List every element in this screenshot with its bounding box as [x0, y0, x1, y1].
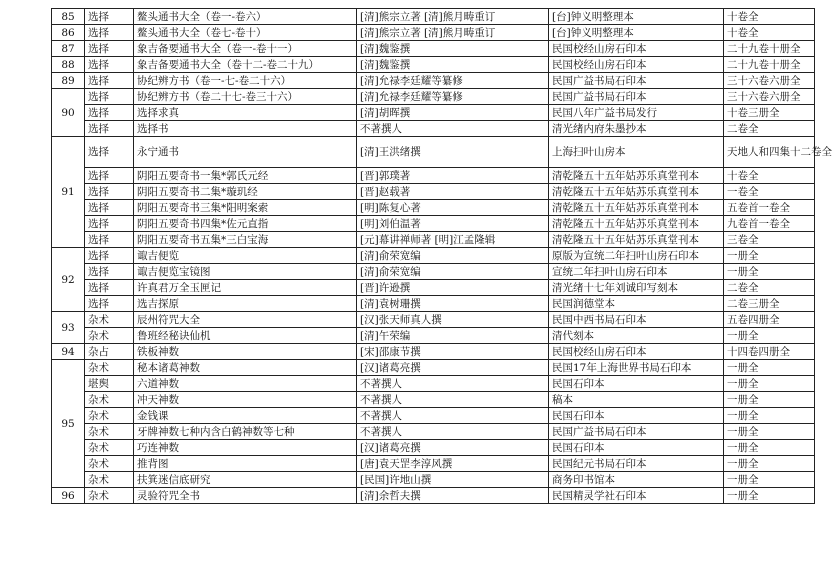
author-cell: [汉]诸葛亮撰 — [357, 360, 549, 376]
table-row — [52, 137, 815, 168]
edition-cell: 清乾隆五十五年姑苏乐真堂刊本 — [549, 216, 724, 232]
category-cell: 选择 — [85, 232, 134, 248]
edition-cell: 民国广益书局石印本 — [549, 89, 724, 105]
title-cell: 冲天神数 — [134, 392, 357, 408]
category-cell: 选择 — [85, 121, 134, 137]
author-cell: [民国]许地山撰 — [357, 472, 549, 488]
edition-cell: 民国中西书局石印本 — [549, 312, 724, 328]
volumes-cell: 五卷首一卷全 — [724, 200, 815, 216]
volumes-cell: 一册全 — [724, 424, 815, 440]
row-number-cell: 86 — [52, 25, 85, 41]
author-cell: 不著撰人 — [357, 376, 549, 392]
edition-cell: 民国石印本 — [549, 440, 724, 456]
category-cell: 选择 — [85, 137, 134, 168]
volumes-cell: 一卷全 — [724, 184, 815, 200]
table-row — [52, 264, 815, 280]
row-number-cell: 94 — [52, 344, 85, 360]
edition-cell: 清代刻本 — [549, 328, 724, 344]
volumes-cell: 十卷全 — [724, 168, 815, 184]
edition-cell: 宣统二年扫叶山房石印本 — [549, 264, 724, 280]
volumes-cell: 二十九卷十册全 — [724, 57, 815, 73]
title-cell: 选择书 — [134, 121, 357, 137]
edition-cell: 清光绪十七年刘诚印写刻本 — [549, 280, 724, 296]
category-cell: 杂术 — [85, 360, 134, 376]
title-cell: 鳌头通书大全（卷七-卷十） — [134, 25, 357, 41]
category-cell: 杂占 — [85, 344, 134, 360]
edition-cell: 民国石印本 — [549, 408, 724, 424]
category-cell: 选择 — [85, 248, 134, 264]
title-cell: 金钱课 — [134, 408, 357, 424]
row-number-cell: 89 — [52, 73, 85, 89]
table-row — [52, 360, 815, 376]
edition-cell: 民国八年广益书局发行 — [549, 105, 724, 121]
table-row — [52, 41, 815, 57]
edition-cell: 民国石印本 — [549, 376, 724, 392]
table-row — [52, 25, 815, 41]
volumes-cell: 五卷四册全 — [724, 312, 815, 328]
edition-cell: 清光绪内府朱墨抄本 — [549, 121, 724, 137]
table-row — [52, 488, 815, 504]
author-cell: [唐]袁天罡李淳风撰 — [357, 456, 549, 472]
edition-cell: 清乾隆五十五年姑苏乐真堂刊本 — [549, 200, 724, 216]
title-cell: 诹吉便览 — [134, 248, 357, 264]
volumes-cell: 一册全 — [724, 456, 815, 472]
category-cell: 杂术 — [85, 440, 134, 456]
category-cell: 选择 — [85, 9, 134, 25]
category-cell: 杂术 — [85, 488, 134, 504]
title-cell: 阴阳五要奇书三集*阳明案索 — [134, 200, 357, 216]
volumes-cell: 一册全 — [724, 264, 815, 280]
row-number-cell: 90 — [52, 89, 85, 137]
row-number-cell: 96 — [52, 488, 85, 504]
table-row — [52, 248, 815, 264]
author-cell: [晋]赵载著 — [357, 184, 549, 200]
title-cell: 阴阳五要奇书四集*佐元直指 — [134, 216, 357, 232]
author-cell: [清]熊宗立著 [清]熊月畴重订 — [357, 25, 549, 41]
author-cell: [晋]许逊撰 — [357, 280, 549, 296]
table-row — [52, 73, 815, 89]
table-row — [52, 216, 815, 232]
title-cell: 选择求真 — [134, 105, 357, 121]
category-cell: 选择 — [85, 216, 134, 232]
category-cell: 选择 — [85, 184, 134, 200]
volumes-cell: 一册全 — [724, 408, 815, 424]
category-cell: 杂术 — [85, 472, 134, 488]
volumes-cell: 九卷首一卷全 — [724, 216, 815, 232]
edition-cell: 清乾隆五十五年姑苏乐真堂刊本 — [549, 168, 724, 184]
table-row — [52, 424, 815, 440]
author-cell: 不著撰人 — [357, 121, 549, 137]
category-cell: 堪舆 — [85, 376, 134, 392]
volumes-cell: 二卷全 — [724, 121, 815, 137]
table-row — [52, 232, 815, 248]
table-row — [52, 312, 815, 328]
title-cell: 牙牌神数七种内含白鹤神数等七种 — [134, 424, 357, 440]
title-cell: 协纪辨方书（卷二十七-卷三十六） — [134, 89, 357, 105]
volumes-cell: 十四卷四册全 — [724, 344, 815, 360]
edition-cell: 民国17年上海世界书局石印本 — [549, 360, 724, 376]
volumes-cell: 十卷全 — [724, 25, 815, 41]
table-row — [52, 440, 815, 456]
table-row — [52, 280, 815, 296]
category-cell: 选择 — [85, 296, 134, 312]
row-number-cell: 91 — [52, 137, 85, 248]
table-row — [52, 168, 815, 184]
edition-cell: [台]钟义明整理本 — [549, 9, 724, 25]
category-cell: 杂术 — [85, 328, 134, 344]
volumes-cell: 二卷全 — [724, 280, 815, 296]
author-cell: [清]允禄李廷耀等纂修 — [357, 89, 549, 105]
catalog-table — [51, 8, 832, 504]
edition-cell: 民国广益书局石印本 — [549, 424, 724, 440]
edition-cell: 民国广益书局石印本 — [549, 73, 724, 89]
table-row — [52, 184, 815, 200]
edition-cell: 民国精灵学社石印本 — [549, 488, 724, 504]
author-cell: 不著撰人 — [357, 392, 549, 408]
table-row — [52, 408, 815, 424]
table-row — [52, 121, 815, 137]
catalog-body — [52, 9, 832, 504]
author-cell: [清]袁树珊撰 — [357, 296, 549, 312]
author-cell: [清]俞荣宽编 — [357, 264, 549, 280]
table-row — [52, 9, 815, 25]
table-row — [52, 392, 815, 408]
title-cell: 永宁通书 — [134, 137, 357, 168]
edition-cell: 清乾隆五十五年姑苏乐真堂刊本 — [549, 184, 724, 200]
author-cell: [清]俞荣宽编 — [357, 248, 549, 264]
category-cell: 选择 — [85, 168, 134, 184]
title-cell: 选吉探原 — [134, 296, 357, 312]
table-row — [52, 456, 815, 472]
volumes-cell: 二卷三册全 — [724, 296, 815, 312]
author-cell: [宋]邵康节撰 — [357, 344, 549, 360]
volumes-cell: 十卷三册全 — [724, 105, 815, 121]
category-cell: 选择 — [85, 200, 134, 216]
title-cell: 鲁班经秘诀仙机 — [134, 328, 357, 344]
title-cell: 秘本诸葛神数 — [134, 360, 357, 376]
category-cell: 选择 — [85, 89, 134, 105]
volumes-cell: 三卷全 — [724, 232, 815, 248]
category-cell: 杂术 — [85, 424, 134, 440]
edition-cell: 民国校经山房石印本 — [549, 57, 724, 73]
title-cell: 巧连神数 — [134, 440, 357, 456]
edition-cell: 商务印书馆本 — [549, 472, 724, 488]
edition-cell: 民国纪元书局石印本 — [549, 456, 724, 472]
edition-cell: 原版为宣统二年扫叶山房石印本 — [549, 248, 724, 264]
title-cell: 象吉备要通书大全（卷一-卷十一） — [134, 41, 357, 57]
title-cell: 灵验符咒全书 — [134, 488, 357, 504]
title-cell: 阴阳五要奇书五集*三白宝海 — [134, 232, 357, 248]
author-cell: [清]魏鉴撰 — [357, 41, 549, 57]
table-row — [52, 89, 815, 105]
title-cell: 诹吉便览宝镜图 — [134, 264, 357, 280]
title-cell: 鳌头通书大全（卷一-卷六） — [134, 9, 357, 25]
volumes-cell: 一册全 — [724, 472, 815, 488]
volumes-cell: 二十九卷十册全 — [724, 41, 815, 57]
author-cell: [晋]郭璞著 — [357, 168, 549, 184]
author-cell: [汉]张天师真人撰 — [357, 312, 549, 328]
title-cell: 辰州符咒大全 — [134, 312, 357, 328]
category-cell: 选择 — [85, 25, 134, 41]
category-cell: 选择 — [85, 264, 134, 280]
volumes-cell: 三十六卷六册全 — [724, 89, 815, 105]
title-cell: 铁板神数 — [134, 344, 357, 360]
row-number-cell: 95 — [52, 360, 85, 488]
author-cell: [清]余哲夫撰 — [357, 488, 549, 504]
title-cell: 推背图 — [134, 456, 357, 472]
author-cell: [明]刘伯温著 — [357, 216, 549, 232]
category-cell: 杂术 — [85, 456, 134, 472]
author-cell: [清]王洪绪撰 — [357, 137, 549, 168]
category-cell: 选择 — [85, 280, 134, 296]
table-row — [52, 200, 815, 216]
volumes-cell: 十卷全 — [724, 9, 815, 25]
category-cell: 选择 — [85, 57, 134, 73]
author-cell: [清]胡晖撰 — [357, 105, 549, 121]
category-cell: 选择 — [85, 105, 134, 121]
table-row — [52, 344, 815, 360]
volumes-cell: 一册全 — [724, 248, 815, 264]
author-cell: 不著撰人 — [357, 408, 549, 424]
volumes-cell: 一册全 — [724, 488, 815, 504]
volumes-cell: 天地人和四集十二卷全 — [724, 137, 815, 168]
volumes-cell: 一册全 — [724, 328, 815, 344]
edition-cell: [台]钟义明整理本 — [549, 25, 724, 41]
table-row — [52, 296, 815, 312]
volumes-cell: 一册全 — [724, 360, 815, 376]
category-cell: 杂术 — [85, 408, 134, 424]
title-cell: 阴阳五要奇书二集*璇玑经 — [134, 184, 357, 200]
category-cell: 选择 — [85, 73, 134, 89]
table-row — [52, 105, 815, 121]
row-number-cell: 85 — [52, 9, 85, 25]
author-cell: [清]熊宗立著 [清]熊月畴重订 — [357, 9, 549, 25]
edition-cell: 上海扫叶山房本 — [549, 137, 724, 168]
table-row — [52, 328, 815, 344]
category-cell: 选择 — [85, 41, 134, 57]
row-number-cell: 93 — [52, 312, 85, 344]
title-cell: 许真君万全玉匣记 — [134, 280, 357, 296]
category-cell: 杂术 — [85, 312, 134, 328]
title-cell: 象吉备要通书大全（卷十二-卷二十九） — [134, 57, 357, 73]
title-cell: 六道神数 — [134, 376, 357, 392]
row-number-cell: 88 — [52, 57, 85, 73]
author-cell: [清]午荣编 — [357, 328, 549, 344]
row-number-cell: 87 — [52, 41, 85, 57]
author-cell: [元]幕讲禅师著 [明]江孟隆辑 — [357, 232, 549, 248]
volumes-cell: 一册全 — [724, 440, 815, 456]
author-cell: [清]魏鉴撰 — [357, 57, 549, 73]
author-cell: 不著撰人 — [357, 424, 549, 440]
table-row — [52, 376, 815, 392]
author-cell: [清]允禄李廷耀等纂修 — [357, 73, 549, 89]
edition-cell: 稿本 — [549, 392, 724, 408]
row-number-cell: 92 — [52, 248, 85, 312]
category-cell: 杂术 — [85, 392, 134, 408]
edition-cell: 民国校经山房石印本 — [549, 41, 724, 57]
edition-cell: 清乾隆五十五年姑苏乐真堂刊本 — [549, 232, 724, 248]
title-cell: 协纪辨方书（卷一-七-卷二十六） — [134, 73, 357, 89]
table-row — [52, 57, 815, 73]
volumes-cell: 一册全 — [724, 392, 815, 408]
title-cell: 扶箕迷信底研究 — [134, 472, 357, 488]
volumes-cell: 一册全 — [724, 376, 815, 392]
title-cell: 阴阳五要奇书一集*郭氏元经 — [134, 168, 357, 184]
volumes-cell: 三十六卷六册全 — [724, 73, 815, 89]
table-row — [52, 472, 815, 488]
author-cell: [汉]诸葛亮撰 — [357, 440, 549, 456]
edition-cell: 民国校经山房石印本 — [549, 344, 724, 360]
edition-cell: 民国润德堂本 — [549, 296, 724, 312]
author-cell: [明]陈复心著 — [357, 200, 549, 216]
